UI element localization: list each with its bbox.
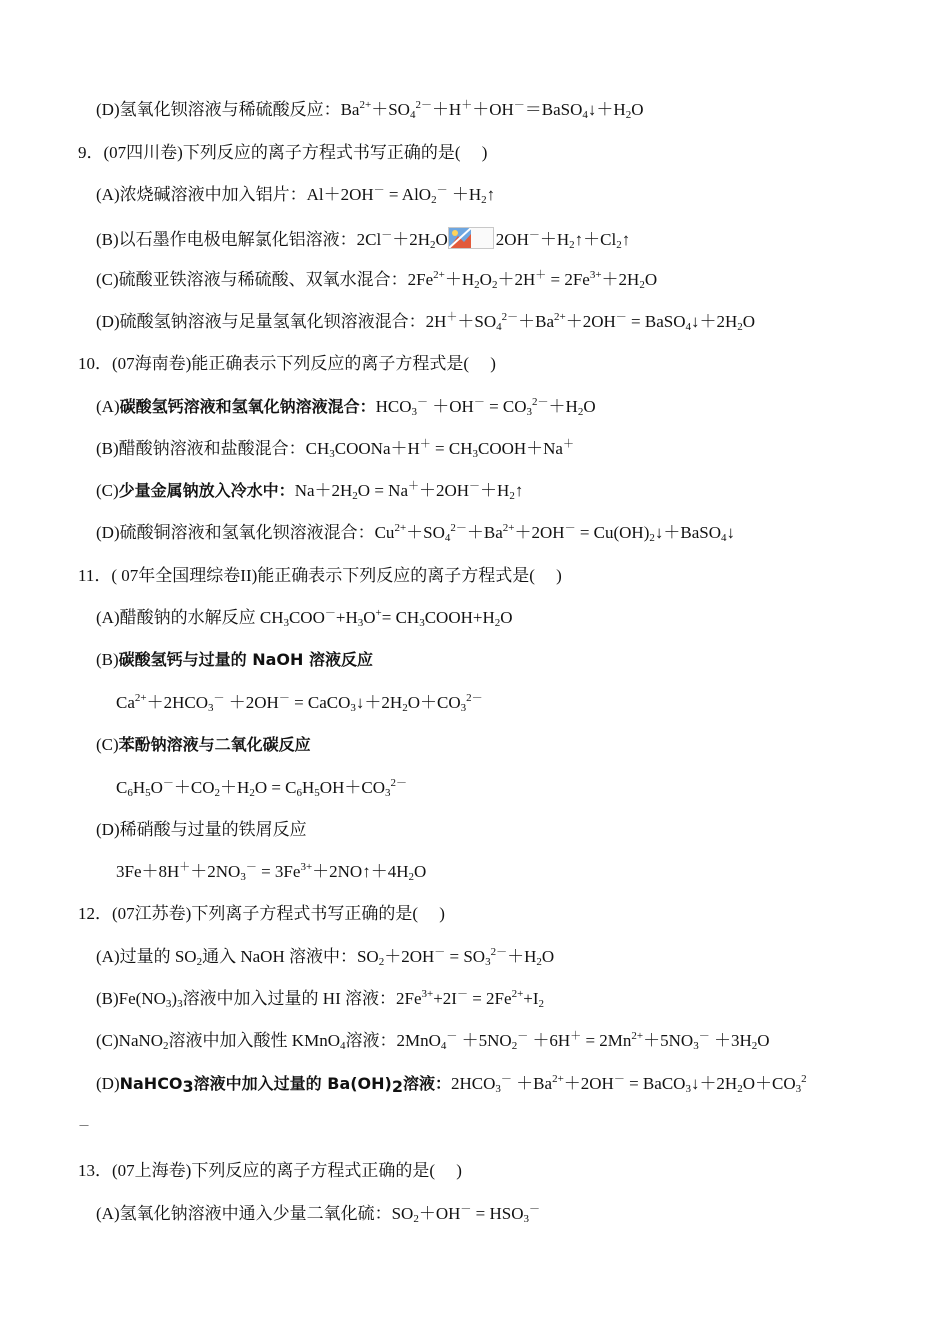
- q9-option-b: (B)以石墨作电极电解氯化铝溶液：$2Cl^-+2H_2O$ $2OH^-+H_2↑+Cl_2↑$: [96, 229, 631, 251]
- q10-option-d: (D)硫酸铜溶液和氢氧化钡溶液混合：$Cu^{2+}+SO_4^{2-}+Ba^{2+}+2OH^-$ = $Cu(OH)_2↓+BaSO_4↓$: [96, 522, 735, 544]
- q12-option-a: (A)过量的 $SO_2$通入 NaOH 溶液中：$SO_2+2OH^- = SO_3^{2-}+H_2O$: [96, 946, 555, 968]
- q10-option-a: (A)碳酸氢钙溶液和氢氧化钠溶液混合：$HCO_3^- +OH^- = CO_3^{2-}+H_2O$: [96, 396, 596, 418]
- q11-option-b-equation: $Ca^{2+}+2HCO_3^- +2OH^-$ = $CaCO_3↓+2H_2O+CO_3^{2-}$: [116, 692, 483, 714]
- q9-option-c: (C)硫酸亚铁溶液与稀硫酸、双氧水混合：$2Fe^{2+}+H_2O_2+2H^+ = 2Fe^{3+}+2H_2O$: [96, 269, 658, 291]
- question-10-stem: 10．(07海南卷)能正确表示下列反应的离子方程式是( ): [78, 354, 496, 373]
- q11-option-d-equation: $3Fe+8H^++2NO_3^-$ = $3Fe^{3+}+2NO↑+4H_2O$: [116, 861, 427, 883]
- q11-option-b-label: (B)碳酸氢钙与过量的 NaOH 溶液反应: [96, 650, 373, 669]
- question-13-stem: 13．(07上海卷)下列反应的离子方程式正确的是( ): [78, 1161, 462, 1180]
- q11-option-c-label: (C)苯酚钠溶液与二氧化碳反应: [96, 735, 311, 754]
- q8-option-d: (D)氢氧化钡溶液与稀硫酸反应：$Ba^{2+}+SO_4^{2-}+H^++OH^-=BaSO_4↓+H_2O$: [96, 99, 644, 121]
- question-9-stem: 9．(07四川卷)下列反应的离子方程式书写正确的是( ): [78, 143, 488, 162]
- q9-option-d: (D)硫酸氢钠溶液与足量氢氧化钡溶液混合：$2H^++SO_4^{2-}+Ba^{2+}+2OH^-$ = $BaSO_4↓+2H_2O$: [96, 311, 756, 333]
- q13-option-a: (A)氢氧化钠溶液中通入少量二氧化硫：$SO_2+OH^- = HSO_3^-$: [96, 1203, 541, 1225]
- q11-option-d-label: (D)稀硝酸与过量的铁屑反应: [96, 820, 307, 839]
- q12-option-d: (D)NaHCO$_3$溶液中加入过量的 $Ba(OH)_2$溶液：$2HCO_3^- +Ba^{2+}+2OH^-$ = $BaCO_3↓+2H_2O+CO_3^2$: [96, 1073, 807, 1096]
- q9-option-a: (A)浓烧碱溶液中加入铝片：$Al+2OH^- = AlO_2^- +H_2↑$: [96, 184, 496, 206]
- question-12-stem: 12．(07江苏卷)下列离子方程式书写正确的是( ): [78, 904, 445, 923]
- q12-option-d-wrap: －: [78, 1119, 91, 1133]
- q12-option-c: (C)NaNO$_2$溶液中加入酸性 KMnO$_4$溶液：$2MnO_4^- +5NO_2^- +6H^+ = 2Mn^{2+}+5NO_3^- +3H_2O$: [96, 1030, 770, 1052]
- q10-option-c: (C)少量金属钠放入冷水中：$Na+2H_2O$ = $Na^++2OH^-+H_2↑$: [96, 480, 524, 502]
- question-11-stem: 11．( 07年全国理综卷II)能正确表示下列反应的离子方程式是( ): [78, 566, 562, 585]
- broken-image-icon: [448, 227, 494, 249]
- q11-option-a: (A)醋酸钠的水解反应 $CH_3COO^-+H_3O^+=$ $CH_3COOH+H_2O$: [96, 607, 513, 629]
- q10-option-b: (B)醋酸钠溶液和盐酸混合：$CH_3COONa+H^+$ = $CH_3COOH+Na^+$: [96, 438, 574, 460]
- q11-option-c-equation: $C_6H_5O^-+CO_2+H_2O = C_6H_5OH+CO_3^{2-}$: [116, 777, 407, 799]
- q12-option-b: $(B)Fe(NO_3)_3$溶液中加入过量的 HI 溶液：$2Fe^{3+}+2I^- = 2Fe^{2+}+I_2$: [96, 988, 545, 1010]
